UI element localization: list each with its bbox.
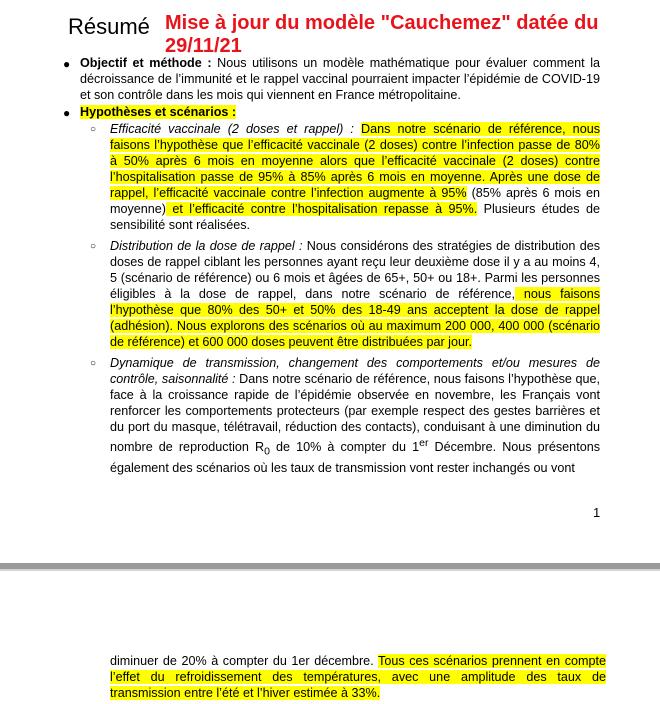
r-subscript: 0 [264, 445, 270, 458]
dynamics-text-1: Dans notre scénario de référence, nous faisons l’hypothèse que, face à la croissance rapide de l’épidémie observée en novembre, les Français vont renforcer les comportements protecteurs (par exemple respect des gestes barrières et du port du masque, télétravail, réduction des contacts), conduisant à une diminution du nombre de reproduction R [110, 372, 601, 455]
continuation-text: diminuer de 20% à compter du 1er décembre. [110, 654, 379, 668]
distribution-paragraph [110, 238, 600, 350]
objective-label: Objectif et méthode : [80, 56, 212, 70]
page-title: Résumé [68, 14, 150, 39]
objective-paragraph [80, 55, 600, 103]
bullet-dot: ● [63, 106, 71, 120]
sub-bullet: ○ [90, 124, 97, 135]
continuation-paragraph [110, 653, 606, 701]
update-banner: Mise à jour du modèle "Cauchemez" datée du 29/11/21 [165, 12, 599, 57]
bullet-dot: ● [63, 57, 71, 71]
hypotheses-heading [80, 104, 600, 120]
er-superscript: er [419, 437, 429, 449]
objective-text: Nous utilisons un modèle mathématique pour évaluer comment la décroissance de l’immunité et le rappel vaccinal pourraient impacter l’épidémie de COVID-19 et son contrôle dans les mois qui viennent en France métropolitaine. [80, 56, 601, 102]
continuation-highlight: Tous ces scénarios prennent en compte l’effet du refroidissement des températures, avec une amplitude des taux de transmission entre l’été et l’hiver estimée à 33%. [110, 654, 606, 700]
sub-bullet: ○ [90, 358, 97, 369]
hypotheses-label: Hypothèses et scénarios : [80, 105, 237, 119]
dynamics-heading: Dynamique de transmission, changement des comportements et/ou mesures de contrôle, saisonnalité : [110, 356, 600, 386]
efficacy-text-2: Plusieurs études de sensibilité sont réalisées. [110, 202, 600, 232]
distribution-heading: Distribution de la dose de rappel : [110, 239, 303, 253]
dynamics-text-2: de 10% à compter du 1 [269, 440, 420, 455]
distribution-highlight-2: Nous explorons des scénarios où au maximum 200 000, 400 000 (scénario de référence) et 600 000 doses peuvent être distribuées par jour. [110, 319, 600, 349]
dynamics-text-3: Décembre. Nous présentons également des scénarios où les taux de transmission vont rester inchangés ou vont [110, 440, 600, 475]
distribution-highlight-1: nous faisons l’hypothèse que 80% des 50+ et 50% des 18-49 ans acceptent la dose de rappel (adhésion). [110, 287, 600, 333]
efficacy-paragraph [110, 121, 600, 233]
page-number: 1 [593, 505, 601, 520]
sub-bullet: ○ [90, 241, 97, 252]
dynamics-paragraph [110, 355, 600, 476]
efficacy-highlight-1: Dans notre scénario de référence, nous faisons l’hypothèse que l’efficacité vaccinale (2 doses) contre l’infection passe de 80% à 50% après 6 mois en moyenne alors que l’efficacité vaccinale (2 doses) contre l’hospitalisation passe de 95% à 85% après 6 mois en moyenne. Après une dose de rappel, l’efficacité vaccinale contre l’infection augmente à 95% [110, 122, 600, 200]
distribution-text: Nous considérons des stratégies de distribution des doses de rappel ciblant les personnes ayant reçu leur deuxième dose il y a au moins 4, 5 (scénario de référence) ou 6 mois et âgées de 65+, 50+ ou 18+. Parmi les personnes éligibles à la dose de rappel, dans notre scénario de référence, [110, 239, 601, 301]
efficacy-highlight-2: et l’efficacité contre l’hospitalisation repasse à 95%. [166, 202, 478, 216]
page-separator-shadow [0, 569, 660, 571]
efficacy-heading: Efficacité vaccinale (2 doses et rappel) : [110, 122, 354, 136]
efficacy-text-1: (85% après 6 mois en moyenne) [110, 186, 600, 216]
